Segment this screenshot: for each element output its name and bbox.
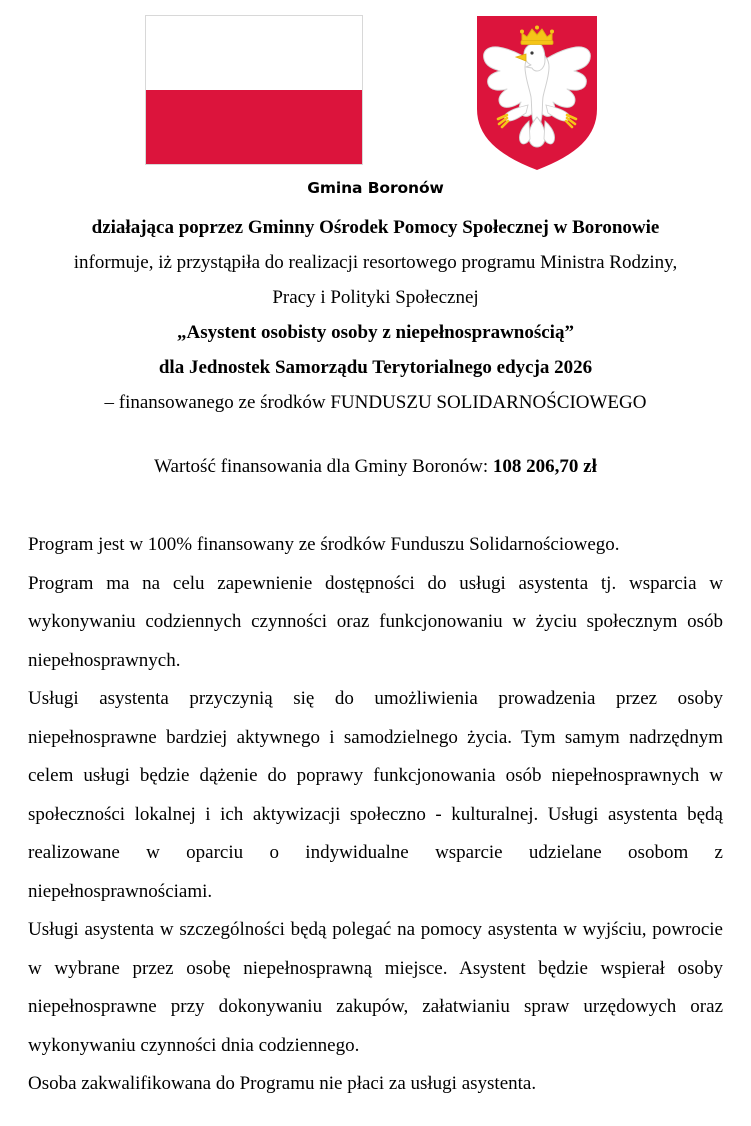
funding-line — [0, 420, 751, 482]
emblem-row — [0, 0, 751, 175]
body-paragraph: Program jest w 100% finansowany ze środków Funduszu Solidarnościowego. — [28, 534, 620, 555]
polish-coat-of-arms-icon — [474, 13, 600, 173]
body-paragraph: Usługi asystenta w szczególności będą polegać na pomocy asystenta w wyjściu, powrocie w wybrane przez osobę niepełnosprawną miejsce. Asystent będzie wspierał osoby niepełnosprawne przy dokonywaniu zakupów, załatwianiu spraw urzędowych oraz wykonywaniu czynności dnia codziennego. — [28, 919, 723, 1056]
header-line-2: informuje, iż przystąpiła do realizacji resortowego programu Ministra Rodziny, — [73, 252, 678, 273]
funding-amount: 108 206,70 zł — [492, 456, 597, 477]
header-line-6: – finansowanego ze środków FUNDUSZU SOLIDARNOŚCIOWEGO — [104, 392, 647, 413]
body-paragraph: Usługi asystenta przyczynią się do umożliwienia prowadzenia przez osoby niepełnosprawne bardziej aktywnego i samodzielnego życia. Tym samym nadrzędnym celem usługi będzie dążenie do poprawy funkcjonowania osób niepełnosprawnych w społeczności lokalnej i ich aktywizacji społeczno - kulturalnej. Usługi asystenta będą realizowane w oparciu o indywidualne wsparcie udzielane osobom z niepełnosprawnościami. — [28, 688, 723, 902]
gmina-name: Gmina Boronów — [307, 179, 444, 197]
funding-label: Wartość finansowania dla Gminy Boronów: — [154, 456, 493, 477]
header-line-4: „Asystent osobisty osoby z niepełnosprawnością” — [177, 322, 574, 343]
polish-flag-icon — [145, 15, 363, 165]
header-block — [0, 198, 751, 420]
body-paragraph: Program ma na celu zapewnienie dostępności do usługi asystenta tj. wsparcia w wykonywaniu codziennych czynności oraz funkcjonowaniu w życiu społecznym osób niepełnosprawnych. — [28, 572, 723, 671]
header-line-3: Pracy i Polityki Społecznej — [272, 287, 479, 308]
header-line-5: dla Jednostek Samorządu Terytorialnego edycja 2026 — [158, 357, 593, 378]
body-paragraph: Osoba zakwalifikowana do Programu nie płaci za usługi asystenta. — [28, 1073, 537, 1094]
header-line-1: działająca poprzez Gminny Ośrodek Pomocy Społecznej w Boronowie — [91, 217, 660, 238]
flag-red-stripe — [146, 90, 362, 164]
body-block — [0, 482, 751, 1104]
flag-white-stripe — [146, 16, 362, 90]
